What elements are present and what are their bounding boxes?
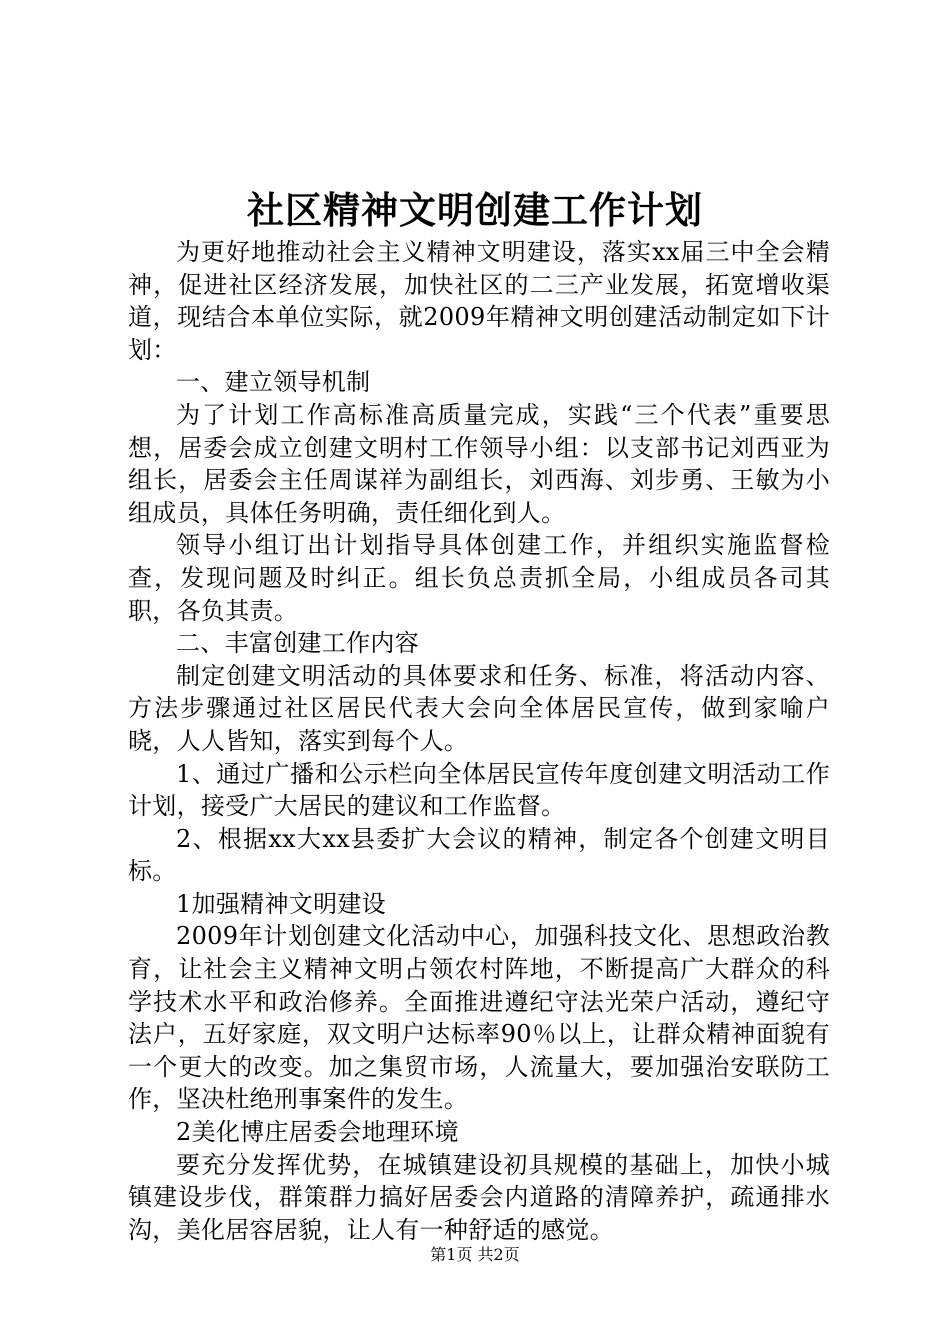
paragraph: 2009年计划创建文化活动中心，加强科技文化、思想政治教育，让社会主义精神文明占领农村阵地，不断提高广大群众的科学技术水平和政治修养。全面推进遵纪守法光荣户活动，遵纪守法户，五好家庭，双文明户达标率90％以上，让群众精神面貌有一个更大的改变。加之集贸市场，人流量大，要加强治安联防工作，坚决杜绝刑事案件的发生。	[128, 922, 830, 1114]
document-body	[128, 236, 830, 1246]
paragraph: 领导小组订出计划指导具体创建工作，并组织实施监督检查，发现问题及时纠正。组长负总责抓全局，小组成员各司其职，各负其责。	[128, 531, 830, 625]
section-heading-1: 一、建立领导机制	[176, 368, 371, 397]
paragraph: 要充分发挥优势，在城镇建设初具规模的基础上，加快小城镇建设步伐，群策群力搞好居委会内道路的清障养护，疏通排水沟，美化居容居貌，让人有一种舒适的感觉。	[128, 1150, 830, 1244]
page-number-footer: 第1页 共2页	[430, 1245, 520, 1264]
list-item: 2、根据xx大xx县委扩大会议的精神，制定各个创建文明目标。	[128, 824, 830, 886]
paragraph: 为了计划工作高标准高质量完成，实践“三个代表”重要思想，居委会成立创建文明村工作领导小组：以支部书记刘西亚为组长，居委会主任周谋祥为副组长，刘西海、刘步勇、王敏为小组成员，具体任务明确，责任细化到人。	[128, 400, 830, 527]
subsection-heading-2: 2美化博庄居委会地理环境	[176, 1118, 459, 1147]
paragraph: 制定创建文明活动的具体要求和任务、标准，将活动内容、方法步骤通过社区居民代表大会向全体居民宣传，做到家喻户晓，人人皆知，落实到每个人。	[128, 661, 830, 755]
list-item: 1、通过广播和公示栏向全体居民宣传年度创建文明活动工作计划，接受广大居民的建议和工作监督。	[128, 759, 830, 821]
subsection-heading-1: 1加强精神文明建设	[176, 889, 386, 918]
document-title: 社区精神文明创建工作计划	[247, 188, 703, 232]
paragraph-intro: 为更好地推动社会主义精神文明建设，落实xx届三中全会精神，促进社区经济发展，加快社区的二三产业发展，拓宽增收渠道，现结合本单位实际，就2009年精神文明创建活动制定如下计划：	[128, 238, 830, 364]
section-heading-2: 二、丰富创建工作内容	[176, 629, 419, 658]
